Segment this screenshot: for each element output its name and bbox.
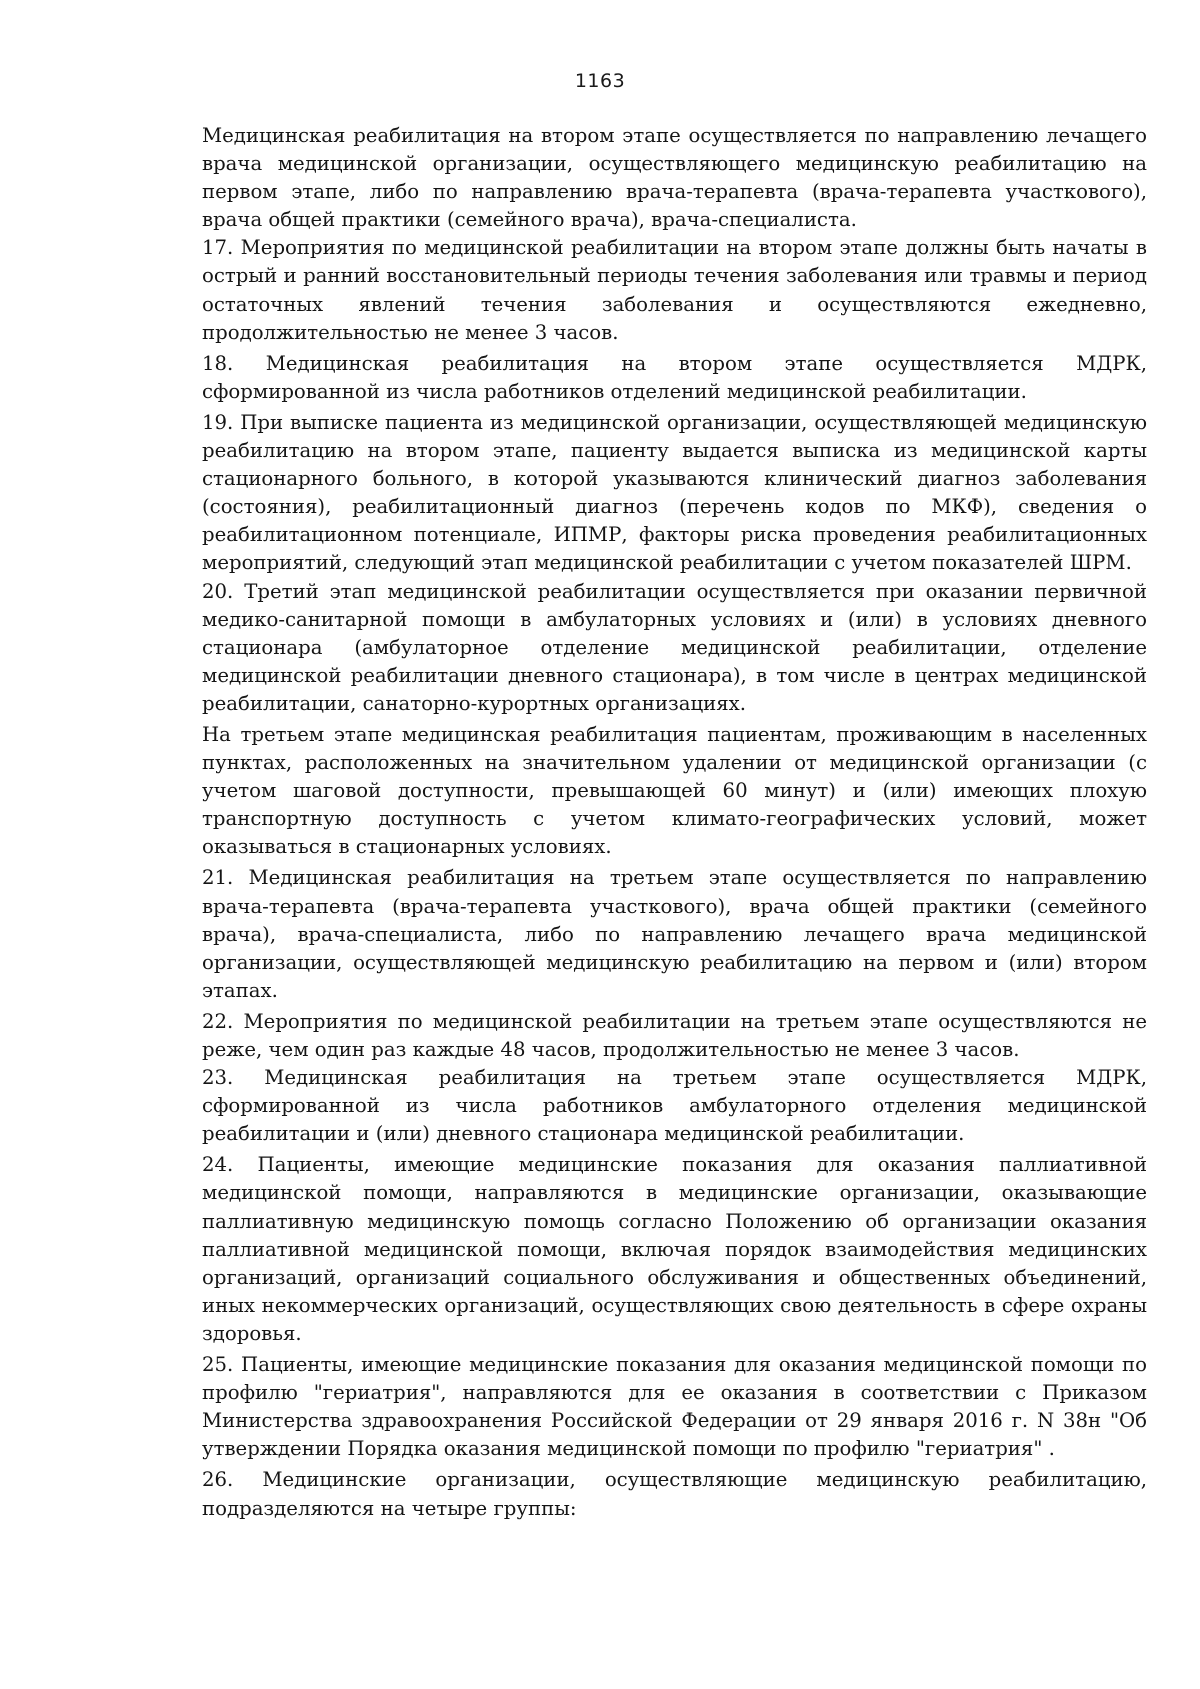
paragraph-20: 20. Третий этап медицинской реабилитации осуществляется при оказании первичной медико-санитарной помощи в амбулаторных условиях и (или) в условиях дневного стационара (амбулаторное отделение медицинской реабилитации, отделение медицинской реабилитации дневного стационара), в том числе в центрах медицинской реабилитации, санаторно-курортных организациях. <box>202 579 1147 715</box>
paragraph-23: 23. Медицинская реабилитация на третьем этапе осуществляется МДРК, сформированной из числа работников амбулаторного отделения медицинской реабилитации и (или) дневного стационара медицинской реабилитации. <box>202 1066 1147 1146</box>
paragraph-stage2-referral: Медицинская реабилитация на втором этапе осуществляется по направлению лечащего врача медицинской организации, осуществляющего медицинскую реабилитацию на первом этапе, либо по направлению врача-терапевта (врача-терапевта участкового), врача общей практики (семейного врача), врача-специалиста. <box>202 124 1147 232</box>
paragraph-19: 19. При выписке пациента из медицинской организации, осуществляющей медицинскую реабилитацию на втором этапе, пациенту выдается выписка из медицинской карты стационарного больного, в которой указываются клинический диагноз заболевания (состояния), реабилитационный диагноз (перечень кодов по МКФ), сведения о реабилитационном потенциале, ИПМР, факторы риска проведения реабилитационных мероприятий, следующий этап медицинской реабилитации с учетом показателей ШРМ. <box>202 410 1147 575</box>
paragraph-26: 26. Медицинские организации, осуществляющие медицинскую реабилитацию, подразделяются на четыре группы: <box>202 1468 1147 1520</box>
paragraph-stage3-inpatient: На третьем этапе медицинская реабилитация пациентам, проживающим в населенных пунктах, расположенных на значительном удалении от медицинской организации (с учетом шаговой доступности, превышающей 60 минут) и (или) имеющих плохую транспортную доступность с учетом климато-географических условий, может оказываться в стационарных условиях. <box>202 722 1147 859</box>
paragraph-18: 18. Медицинская реабилитация на втором этапе осуществляется МДРК, сформированной из числа работников отделений медицинской реабилитации. <box>202 351 1147 403</box>
document-body <box>202 122 1147 1523</box>
page-number: 1163 <box>574 70 626 92</box>
paragraph-24: 24. Пациенты, имеющие медицинские показания для оказания паллиативной медицинской помощи, направляются в медицинские организации, оказывающие паллиативную медицинскую помощь согласно Положению об организации оказания паллиативной медицинской помощи, включая порядок взаимодействия медицинских организаций, организаций социального обслуживания и общественных объединений, иных некоммерческих организаций, осуществляющих свою деятельность в сфере охраны здоровья. <box>202 1153 1147 1345</box>
paragraph-22: 22. Мероприятия по медицинской реабилитации на третьем этапе осуществляются не реже, чем один раз каждые 48 часов, продолжительностью не менее 3 часов. <box>202 1009 1147 1061</box>
paragraph-21: 21. Медицинская реабилитация на третьем этапе осуществляется по направлению врача-терапевта (врача-терапевта участкового), врача общей практики (семейного врача), врача-специалиста, либо по направлению лечащего врача медицинской организации, осуществляющей медицинскую реабилитацию на первом и (или) втором этапах. <box>202 866 1147 1002</box>
paragraph-25: 25. Пациенты, имеющие медицинские показания для оказания медицинской помощи по профилю "гериатрия", направляются для ее оказания в соответствии с Приказом Министерства здравоохранения Российской Федерации от 29 января 2016 г. N 38н "Об утверждении Порядка оказания медицинской помощи по профилю "гериатрия" . <box>202 1353 1147 1461</box>
paragraph-17: 17. Мероприятия по медицинской реабилитации на втором этапе должны быть начаты в острый и ранний восстановительный периоды течения заболевания или травмы и период остаточных явлений течения заболевания и осуществляются ежедневно, продолжительностью не менее 3 часов. <box>202 236 1147 344</box>
